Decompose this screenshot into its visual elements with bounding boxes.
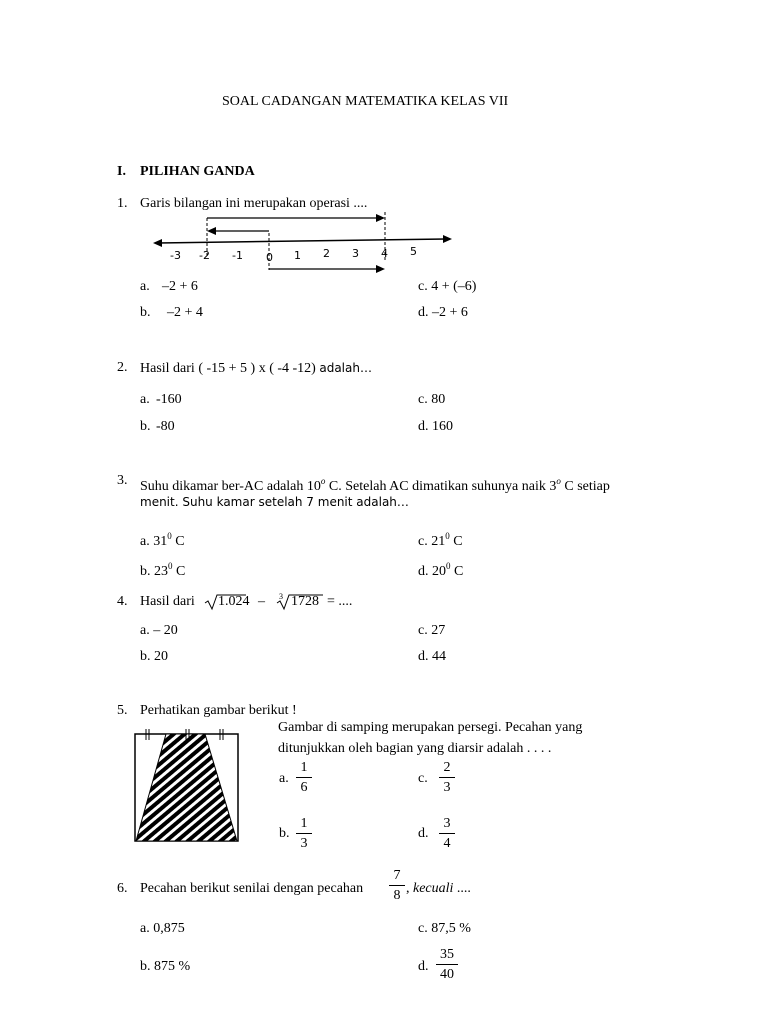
arrow-left-icon [153, 239, 162, 247]
section-title: PILIHAN GANDA [140, 164, 255, 179]
q5-option-d-fraction: 3 4 [433, 816, 461, 851]
q2-number: 2. [117, 360, 128, 375]
arrow-right-icon [443, 235, 452, 243]
q2-option-c: c. 80 [418, 392, 446, 407]
tick-label: -3 [170, 249, 181, 262]
q6-option-b: b. 875 % [140, 959, 191, 974]
q5-option-c-fraction: 2 3 [433, 760, 461, 795]
q3-text-line2: menit. Suhu kamar setelah 7 menit adalah… [140, 495, 409, 509]
q4-radicand-1: 1.024 [218, 594, 250, 609]
q1-number: 1. [117, 196, 128, 211]
q4-option-a: a. – 20 [140, 623, 178, 638]
q4-minus: – [258, 594, 265, 609]
tick-label: -1 [232, 249, 243, 262]
q1-option-a: –2 + 6 [162, 279, 198, 294]
q3-option-b: b. $23^0$ C [140, 561, 186, 579]
q6-text-tail: , kecuali .... [406, 881, 471, 896]
q5-option-d-letter: d. [418, 826, 429, 841]
q1-option-b: –2 + 4 [167, 305, 203, 320]
q6-number: 6. [117, 881, 128, 896]
q3-option-a: a. $31^0$ C [140, 531, 185, 549]
q4-text: Hasil dari [140, 594, 195, 609]
arrow-right-icon [376, 265, 385, 273]
q5-option-b-letter: b. [279, 826, 290, 841]
q4-option-c: c. 27 [418, 623, 446, 638]
q5-number: 5. [117, 703, 128, 718]
q4-number: 4. [117, 594, 128, 609]
q6-fraction: 7 8 [383, 868, 411, 903]
tick-label: 5 [410, 245, 417, 258]
arrow-left-icon [207, 227, 216, 235]
q5-text: Perhatikan gambar berikut ! [140, 703, 297, 718]
tick-label: 0 [266, 251, 273, 264]
q6-option-a: a. 0,875 [140, 921, 185, 936]
q3-option-d: d. $20^0$ C [418, 561, 464, 579]
tick-label: 1 [294, 249, 301, 262]
q1-text: Garis bilangan ini merupakan operasi .... [140, 196, 368, 211]
q5-description-line2: ditunjukkan oleh bagian yang diarsir adalah . . . . [278, 741, 552, 756]
q5-option-a-fraction: 1 6 [290, 760, 318, 795]
q3-number: 3. [117, 473, 128, 488]
square-figure [135, 729, 238, 841]
q6-option-d-fraction: 35 40 [430, 947, 464, 982]
number-line [153, 212, 452, 273]
q5-option-b-fraction: 1 3 [290, 816, 318, 851]
section-number: I. [117, 164, 126, 179]
q4-radicand-2: 1728 [291, 594, 319, 609]
q2-text: Hasil dari ( -15 + 5 ) x ( -4 -12) adalah… [140, 361, 372, 376]
q2-option-a-letter: a. [140, 392, 150, 407]
tick-label: 3 [352, 247, 359, 260]
q1-option-a-letter: a. [140, 279, 150, 294]
q1-option-c: c. 4 + (–6) [418, 279, 477, 294]
page-title: SOAL CADANGAN MATEMATIKA KELAS VII [222, 94, 509, 109]
q4-option-b: b. 20 [140, 649, 168, 664]
arrow-right-icon [376, 214, 385, 222]
q6-option-d-letter: d. [418, 959, 429, 974]
q3-text-line1: Suhu dikamar ber-AC adalah 10$^o$ C. Setelah AC dimatikan suhunya naik 3$^o$ C setiap [140, 476, 610, 494]
q4-option-d: d. 44 [418, 649, 446, 664]
q6-option-c: c. 87,5 % [418, 921, 471, 936]
q2-option-b-letter: b. [140, 419, 151, 434]
q3-option-c: c. $21^0$ C [418, 531, 463, 549]
tick-label: 2 [323, 247, 330, 260]
q5-description-line1: Gambar di samping merupakan persegi. Pecahan yang [278, 720, 583, 735]
q1-option-b-letter: b. [140, 305, 151, 320]
q2-option-b: -80 [156, 419, 175, 434]
q5-option-c-letter: c. [418, 771, 428, 786]
q1-option-d: d. –2 + 6 [418, 305, 468, 320]
q4-equals: = .... [327, 594, 353, 609]
tick-label: -2 [199, 249, 210, 262]
q5-option-a-letter: a. [279, 771, 289, 786]
q2-option-a: -160 [156, 392, 182, 407]
q2-option-d: d. 160 [418, 419, 453, 434]
tick-label: 4 [381, 247, 388, 260]
q4-root-index: 3 [279, 592, 283, 601]
q6-text: Pecahan berikut senilai dengan pecahan [140, 881, 364, 896]
